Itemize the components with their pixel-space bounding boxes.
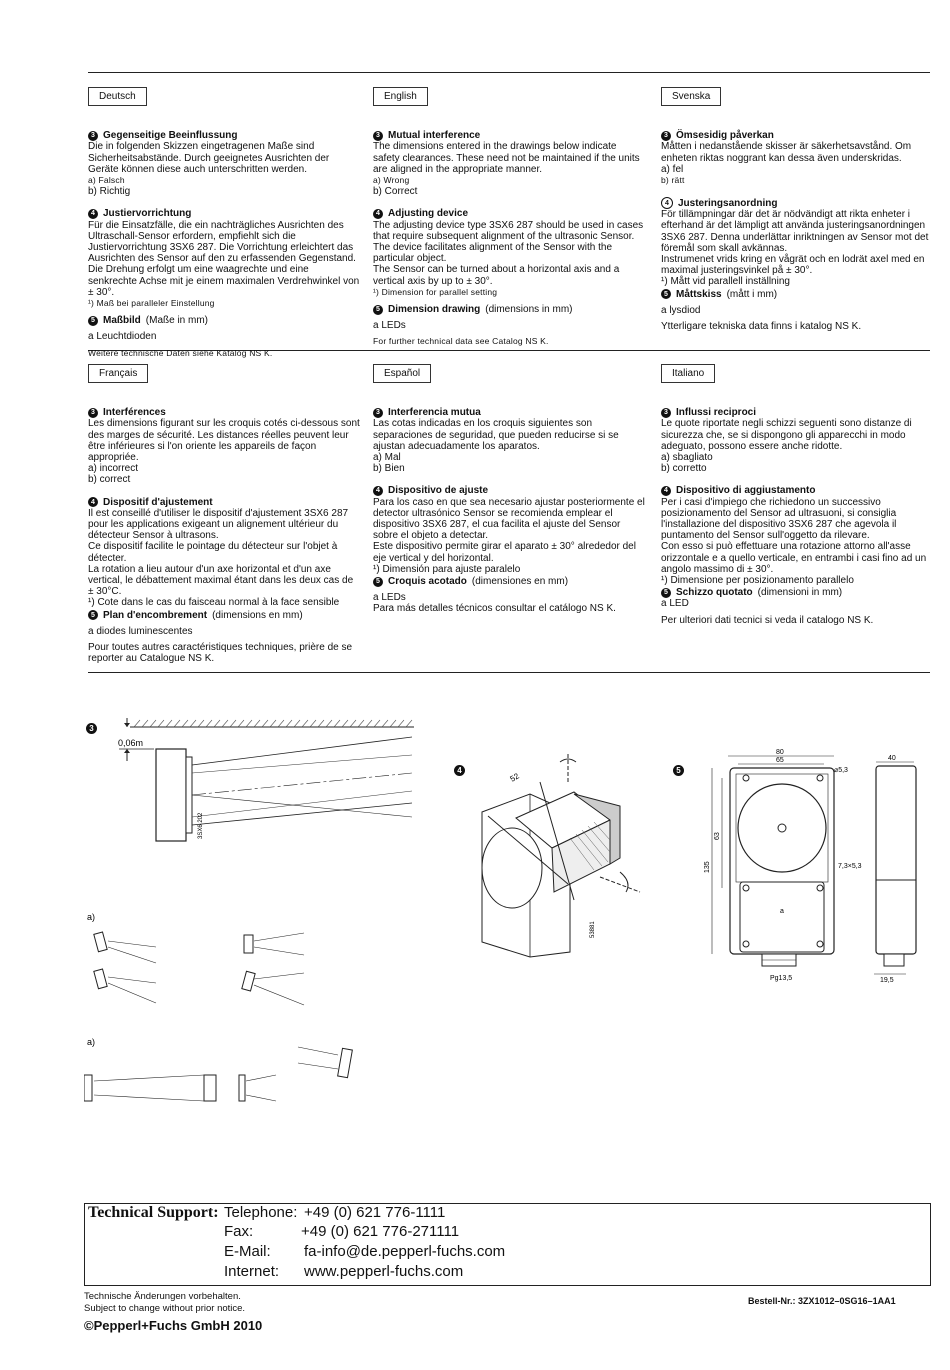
paragraph: Con esso si può effettuare una rotazione attorno all'asse orizzontale e a quello verticale, en entrambi i casi fino ad un angolo massimo di ± 30°. (661, 541, 927, 575)
email-label: E-Mail: (224, 1243, 271, 1260)
dim-195: 19,5 (880, 977, 894, 984)
paragraph: Die in folgenden Skizzen eingetragenen Maße sind Sicherheitsabstände. Durch geeignetes Ausrichten der Geräte können diese auch unterschritten werden. (88, 141, 330, 175)
item-a: a) incorrect (88, 463, 139, 475)
figure-5-marker: 5 (673, 765, 684, 776)
paragraph: För tillämpningar där det är nödvändigt att rikta enheter i efterhand är det lämpligt att använda justeringsanordningen 3SX6 287. Denna underlättar inriktningen av Sensor mot det föremål som skall avkännas. (661, 209, 929, 254)
telephone-label: Telephone: (224, 1204, 298, 1221)
footnote: ¹) Mått vid parallell inställning (661, 276, 790, 288)
section-francais (88, 364, 360, 664)
paragraph: Este dispositivo permite girar el aparato ± 30° alrededor del eje vertical y del horizontal. (373, 541, 636, 564)
dim-phi53: ⌀5,3 (834, 767, 848, 774)
figure-3-drawing (84, 715, 424, 1115)
paragraph: The Sensor can be turned about a horizontal axis and a vertical axis by up to ± 30°. (373, 264, 620, 287)
technical-support-box (84, 1203, 931, 1286)
heading-interference: 3 Mutual interference (373, 130, 645, 141)
heading-interference: 3 Ömsesidig påverkan (661, 130, 933, 141)
paragraph: Il est conseillé d'utiliser le dispositif d'ajustement 3SX6 287 pour les applications exigeant un alignement ultérieur du détecteur Sensor à ultrasons. (88, 507, 349, 542)
heading-adjusting: 4 Adjusting device (373, 208, 645, 219)
paragraph: La rotation a lieu autour d'un axe horizontal et d'un axe vertical, le débattement maximal étant dans les deux cas de ± 30°C. (88, 563, 354, 598)
lower-rule (88, 672, 930, 673)
number-5-icon: 5 (373, 577, 383, 587)
catalog-note: For further technical data see Catalog NS K. (373, 336, 549, 347)
figure-3-marker: 3 (86, 723, 97, 734)
number-4-icon: 4 (661, 197, 673, 209)
disclaimer-en: Subject to change without prior notice. (84, 1303, 246, 1314)
number-3-icon: 3 (661, 408, 671, 418)
copyright: ©Pepperl+Fuchs GmbH 2010 (84, 1318, 263, 1333)
lang-label: Français (88, 364, 148, 383)
fax-value: +49 (0) 621 776-271111 (301, 1223, 460, 1240)
section-svenska (661, 87, 933, 332)
paragraph: Die Drehung erfolgt um eine waagrechte und eine senkrechte Achse mit je einem maximalen Verdrehwinkel von ± 30°. (88, 264, 360, 298)
disclaimer-de: Technische Änderungen vorbehalten. (84, 1291, 241, 1302)
section-english (373, 87, 645, 348)
lang-label: Deutsch (88, 87, 147, 106)
number-5-icon: 5 (661, 588, 671, 598)
dim-80: 80 (776, 749, 784, 756)
heading-dimension: 5 Måttskiss (mått i mm) (661, 289, 933, 300)
lang-label: Italiano (661, 364, 715, 383)
item-b: b) Correct (373, 186, 418, 198)
heading-interference: 3 Influssi reciproci (661, 407, 933, 418)
label-a-box: a (780, 908, 784, 915)
angle-52: 52 (508, 771, 521, 784)
number-4-icon: 4 (661, 486, 671, 496)
dim-135: 135 (704, 861, 711, 873)
heading-adjusting: 4 Justeringsanordning (661, 197, 933, 209)
dim-0-06m: 0,06m (118, 738, 144, 748)
catalog-note: Para más detalles técnicos consultar el catálogo NS K. (373, 603, 616, 615)
heading-dimension: 5 Plan d'encombrement (dimensions en mm) (88, 610, 360, 621)
heading-adjusting: 4 Justiervorrichtung (88, 208, 360, 219)
section-espanol (373, 364, 645, 615)
item-b: b) Richtig (88, 186, 131, 198)
figure-5-drawing (700, 748, 930, 988)
email-link[interactable]: fa-info@de.pepperl-fuchs.com (304, 1243, 506, 1260)
lang-label: English (373, 87, 428, 106)
support-title: Technical Support: (88, 1204, 219, 1221)
telephone-value[interactable]: +49 (0) 621 776-1111 (304, 1204, 446, 1221)
paragraph: Per i casi d'impiego che richiedono un successivo posizionamento del Sensor ad ultrasuoni, si consiglia l'installazione del dispositivo 3SX6 287 che agevola il puntamento del Sensor sull'oggetto da rilevare. (661, 496, 897, 542)
heading-dimension: 5 Schizzo quotato (dimensioni in mm) (661, 587, 933, 598)
heading-dimension: 5 Maßbild (Maße in mm) (88, 315, 360, 326)
number-4-icon: 4 (88, 209, 98, 219)
item-b: b) rätt (661, 175, 685, 186)
lang-label: Español (373, 364, 431, 383)
section-deutsch (88, 87, 360, 359)
led-note: a LEDs (373, 320, 406, 332)
item-b: b) Bien (373, 463, 405, 475)
heading-dimension: 5 Croquis acotado (dimensiones en mm) (373, 576, 645, 587)
footnote: ¹) Cote dans le cas du faisceau normal à la face sensible (88, 597, 340, 609)
catalog-note: Ytterligare tekniska data finns i katalog NS K. (661, 321, 862, 333)
led-note: a Leuchtdioden (88, 331, 157, 343)
figure-4-drawing (470, 752, 645, 962)
heading-interference: 3 Gegenseitige Beeinflussung (88, 130, 360, 141)
number-3-icon: 3 (88, 131, 98, 141)
sensor-pair-wrong (94, 932, 304, 1005)
number-5-icon: 5 (88, 316, 98, 326)
number-4-icon: 4 (88, 497, 98, 507)
dim-73: 7,3×5,3 (838, 863, 862, 870)
catalog-note: Pour toutes autres caractéristiques techniques, prière de se reporter au Catalogue NS K. (88, 642, 353, 665)
top-rule (88, 72, 930, 73)
paragraph: Las cotas indicadas en los croquis siguientes son separaciones de seguridad, que pueden reducirse si se ajustan adecuadamente los aparatos. (373, 418, 619, 452)
footnote: ¹) Dimensione per posizionamento parallelo (661, 575, 854, 587)
dim-65: 65 (776, 757, 784, 764)
number-4-icon: 4 (373, 486, 383, 496)
heading-dimension: 5 Dimension drawing (dimensions in mm) (373, 304, 645, 315)
paragraph: Måtten i nedanstående skisser är säkerhetsavstånd. Om enheten riktas noggrant kan dessa även underskridas. (661, 141, 912, 164)
led-note: a LEDs (373, 592, 406, 604)
paragraph: Para los caso en que sea necesario ajustar posteriormente el detector ultrasónico Sensor se recomienda emplear el dispositivo 3SX6 287, el cua facilita el ajuste del Sensor sobre el objeto a detectar. (373, 496, 645, 542)
led-note: a diodes luminescentes (88, 625, 193, 637)
number-3-icon: 3 (373, 408, 383, 418)
order-number: Bestell-Nr.: 3ZX1012–0SG16–1AA1 (748, 1296, 896, 1306)
paragraph: Ce dispositif facilite le pointage du détecteur sur l'objet à détecter. (88, 541, 338, 564)
footnote: ¹) Dimension for parallel setting (373, 286, 498, 297)
catalog-note: Per ulteriori dati tecnici si veda il catalogo NS K. (661, 614, 874, 626)
number-3-icon: 3 (88, 408, 98, 418)
label-a-2: a) (87, 1037, 96, 1047)
number-3-icon: 3 (373, 131, 383, 141)
section-italiano (661, 364, 933, 626)
sensor-pair-correct (84, 1047, 352, 1101)
item-a: a) Falsch (88, 175, 125, 186)
paragraph: Instrumenet vrids kring en vågrät och en lodrät axel med en maximal justeringsvinkel på ± 30°. (661, 254, 925, 277)
heading-interference: 3 Interférences (88, 407, 360, 418)
item-a: a) sbagliato (661, 452, 713, 464)
dim-40: 40 (888, 755, 896, 762)
heading-interference: 3 Interferencia mutua (373, 407, 645, 418)
label-a-1: a) (87, 912, 96, 922)
svg-text:3SX6 202: 3SX6 202 (198, 812, 204, 839)
internet-label: Internet: (224, 1263, 280, 1280)
paragraph: The dimensions entered in the drawings below indicate safety clearances. These need not be maintained if the units are aligned in the appropriate manner. (373, 141, 640, 175)
figure-4-marker: 4 (454, 765, 465, 776)
paragraph: Les dimensions figurant sur les croquis cotés ci-dessous sont des marges de sécurité. Les distances réelles peuvent leur être inférieures si l'on oriente les appareils de façon appropriée. (88, 418, 360, 464)
item-b: b) corretto (661, 463, 707, 475)
number-5-icon: 5 (373, 305, 383, 315)
dim-pg: Pg13,5 (770, 975, 793, 982)
item-a: a) Wrong (373, 175, 410, 186)
item-a: a) Mal (373, 452, 401, 464)
catalog-note: Weitere technische Daten siehe Katalog NS K. (88, 347, 273, 358)
heading-adjusting: 4 Dispositivo de ajuste (373, 485, 645, 496)
heading-adjusting: 4 Dispositivo di aggiustamento (661, 485, 933, 496)
footnote: ¹) Dimensión para ajuste paralelo (373, 563, 521, 575)
website-link[interactable]: www.pepperl-fuchs.com (304, 1263, 464, 1280)
number-5-icon: 5 (88, 610, 98, 620)
heading-adjusting: 4 Dispositif d'ajustement (88, 497, 360, 508)
item-a: a) fel (661, 163, 684, 175)
dim-63: 63 (714, 832, 721, 840)
number-3-icon: 3 (661, 131, 671, 141)
led-note: a lysdiod (661, 304, 701, 316)
number-4-icon: 4 (373, 209, 383, 219)
drawing-code: 53881 (590, 921, 596, 938)
paragraph: The adjusting device type 3SX6 287 should be used in cases that require subsequent alignment of the ultrasonic Sensor. The device facilitates alignment of the Sensor with the particular object. (373, 219, 644, 265)
footnote: ¹) Maß bei paralleler Einstellung (88, 298, 215, 309)
paragraph: Le quote riportate negli schizzi seguenti sono distanze di sicurezza che, se si dispongono gli apparecchi in modo adeguato, possono essere anche ridotte. (661, 418, 912, 452)
item-b: b) correct (88, 474, 131, 486)
lang-label: Svenska (661, 87, 721, 106)
fax-label: Fax: (224, 1223, 254, 1240)
paragraph: Für die Einsatzfälle, die ein nachträgliches Ausrichten des Ultraschall-Sensor erfordern, empfiehlt sich die Justiervorrichtung 3SX6 287. Die Vorrichtung erleichtert das Ausrichten des Sensor auf den zu erfassenden Gegenstand. (88, 219, 356, 265)
number-5-icon: 5 (661, 289, 671, 299)
led-note: a LED (661, 598, 689, 610)
